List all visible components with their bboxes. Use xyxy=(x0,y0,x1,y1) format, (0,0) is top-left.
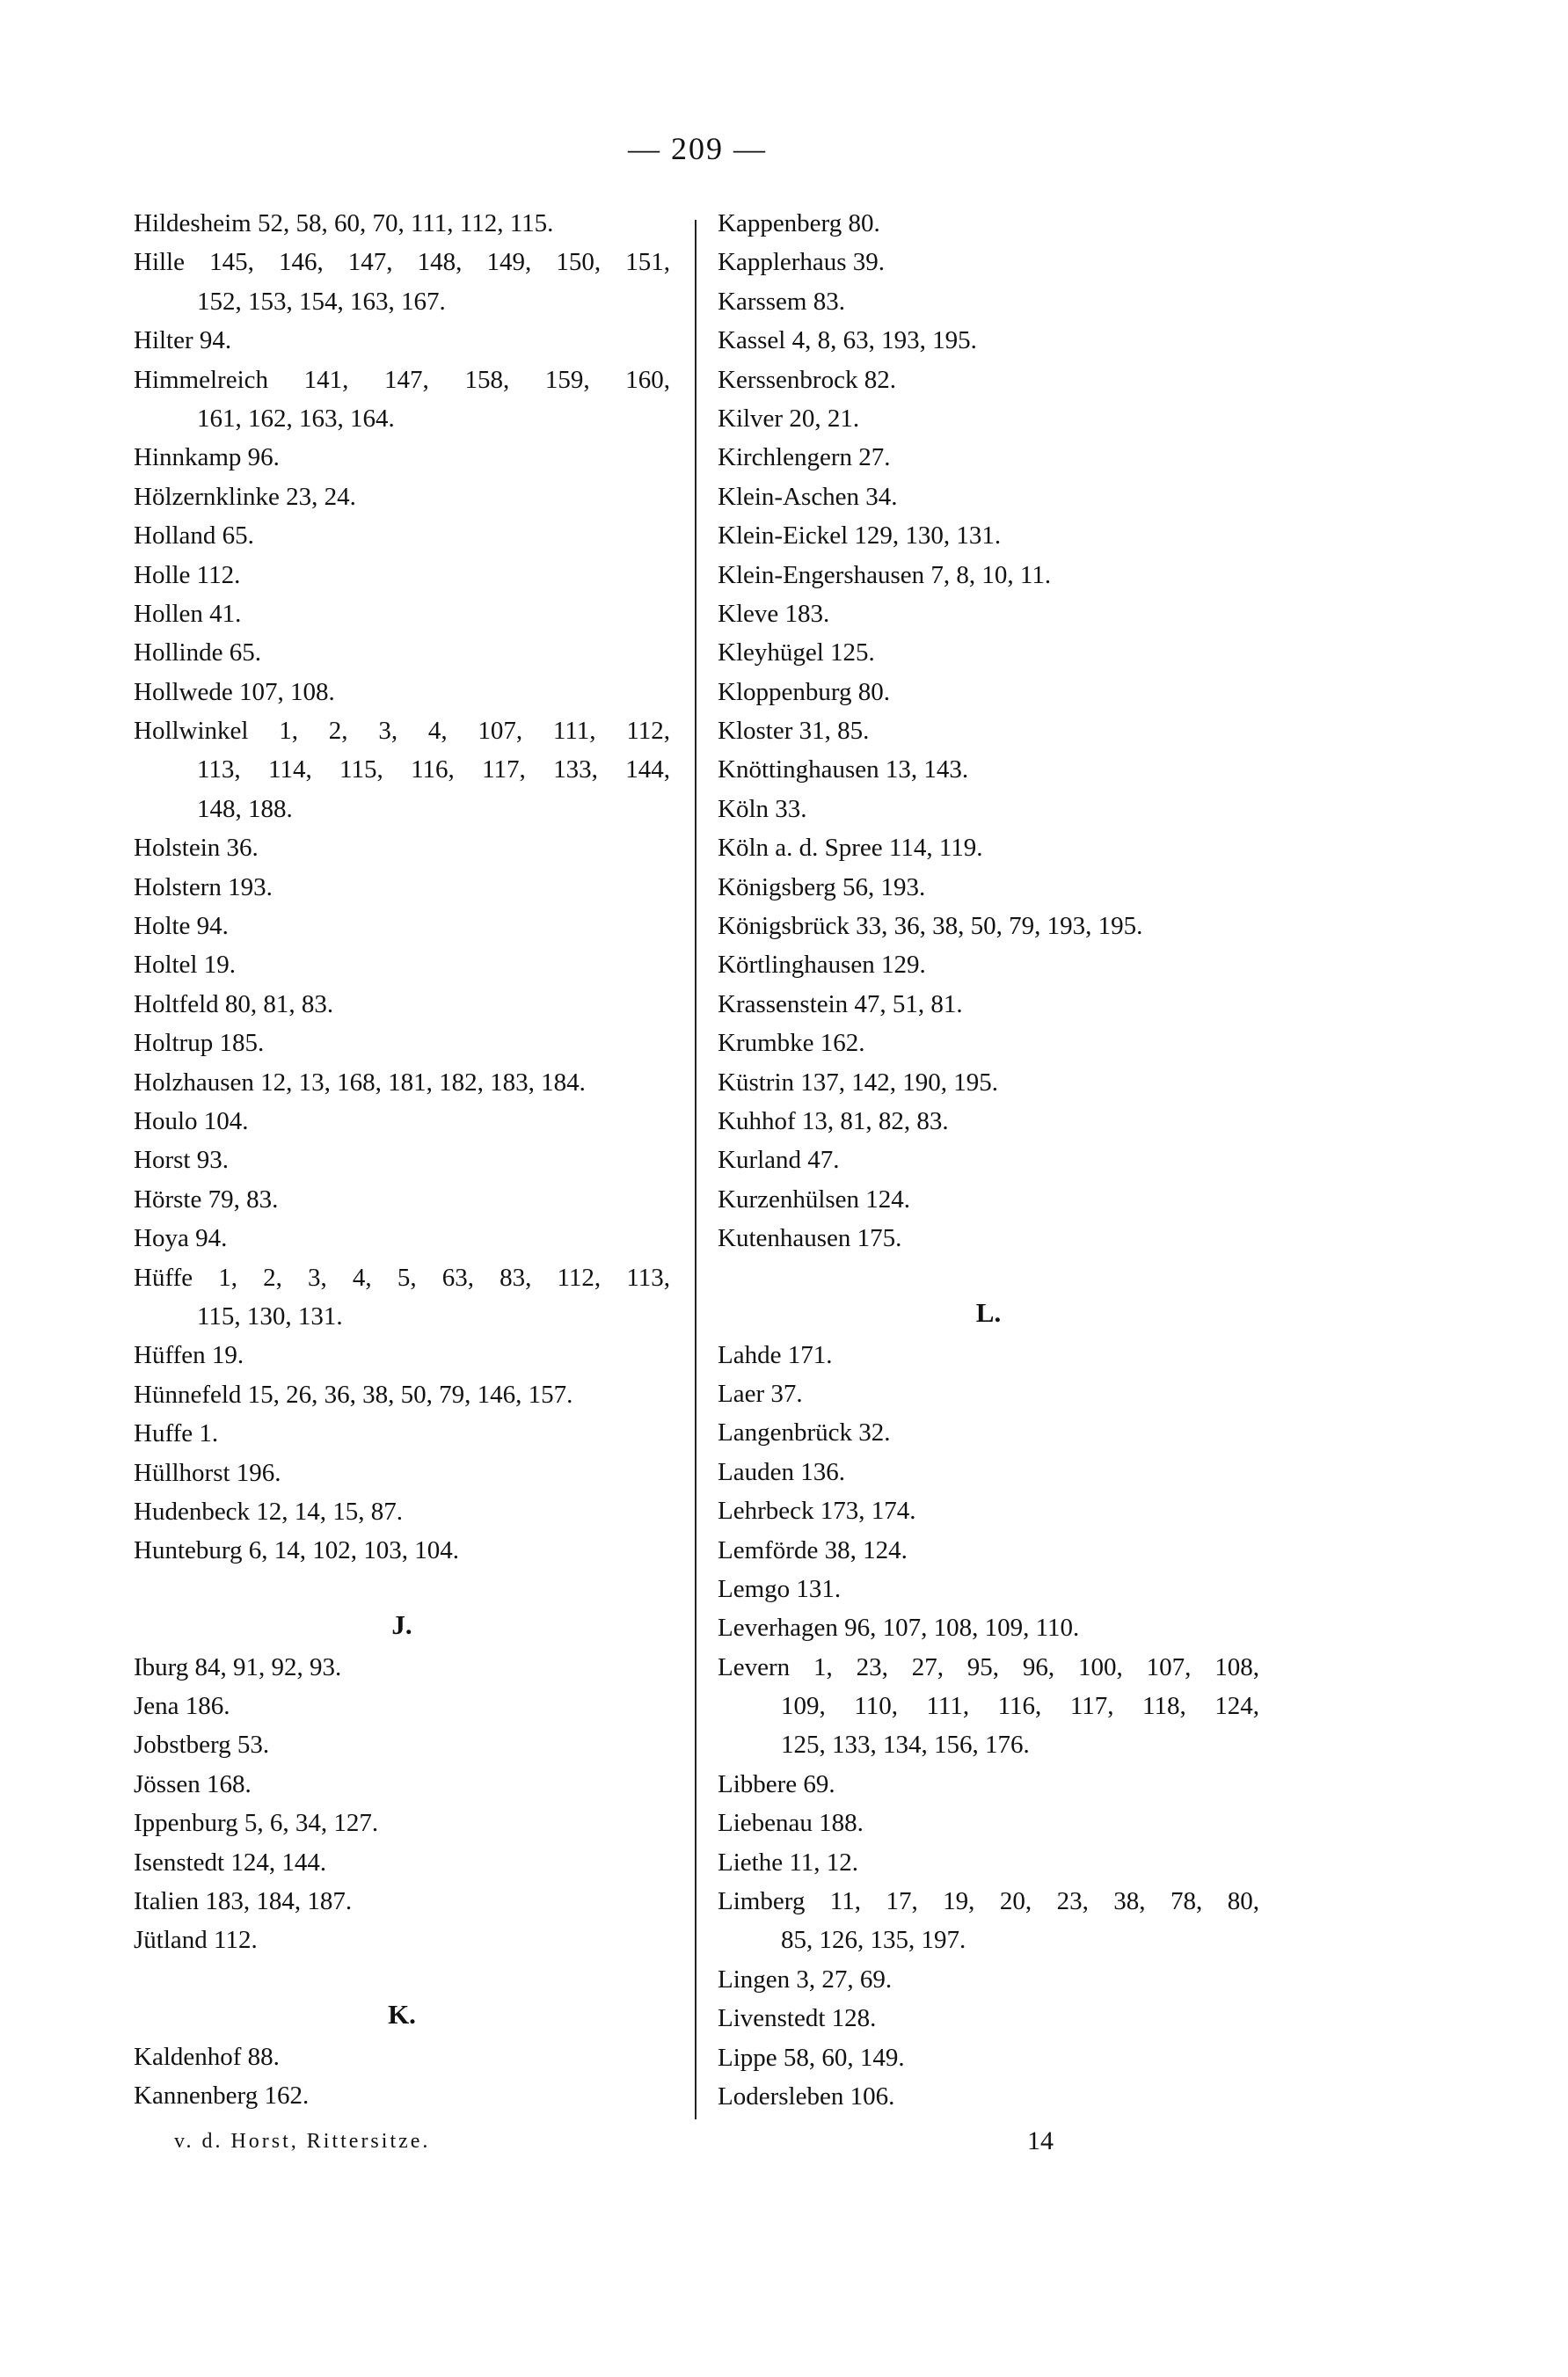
index-entry-line: Horst 93. xyxy=(134,1146,229,1175)
index-entry-line: Kloster 31, 85. xyxy=(718,717,870,746)
index-entry xyxy=(718,1374,1259,1413)
index-entry-line: Italien 183, 184, 187. xyxy=(134,1887,353,1916)
index-entry-line: Hille 145, 146, 147, 148, 149, 150, 151, xyxy=(134,248,670,277)
index-entry-line: Klein-Engershausen 7, 8, 10, 11. xyxy=(718,560,1052,589)
index-entry xyxy=(134,945,670,984)
index-entry-line: Kurzenhülsen 124. xyxy=(718,1185,911,1214)
index-entry-line: Karssem 83. xyxy=(718,287,845,316)
index-entry-line: Houlo 104. xyxy=(134,1106,249,1135)
index-entry-line: Levern 1, 23, 27, 95, 96, 100, 107, 108, xyxy=(718,1652,1259,1681)
index-entry xyxy=(134,1141,670,1179)
index-entry-line: Lingen 3, 27, 69. xyxy=(718,1965,893,1994)
index-entry xyxy=(134,438,670,477)
sheet-number: 14 xyxy=(1027,2126,1054,2155)
index-entry-line: Hörste 79, 83. xyxy=(134,1185,279,1214)
index-entry xyxy=(134,1454,670,1492)
index-entry xyxy=(134,1725,670,1764)
index-entry-line: Hollwede 107, 108. xyxy=(134,677,335,706)
index-entry-line: Liebenau 188. xyxy=(718,1809,864,1838)
index-entry-line: Liethe 11, 12. xyxy=(718,1848,858,1877)
index-entry xyxy=(718,1063,1259,1102)
index-entry xyxy=(134,1531,670,1570)
index-entry-line: Kleyhügel 125. xyxy=(718,638,875,667)
index-entry xyxy=(134,1921,670,1959)
index-entry xyxy=(134,556,670,594)
index-entry-line: Kirchlengern 27. xyxy=(718,443,891,472)
index-entry xyxy=(718,1570,1259,1608)
index-entry xyxy=(718,673,1259,711)
index-column-left xyxy=(134,204,670,2116)
index-entry-line: Lodersleben 106. xyxy=(718,2082,895,2111)
index-entry xyxy=(718,945,1259,984)
index-entry xyxy=(718,1608,1259,1647)
index-entry xyxy=(718,868,1259,907)
index-entry xyxy=(134,711,670,828)
footer-signature: v. d. Horst, Rittersitze. xyxy=(174,2130,431,2153)
index-entry-continuation: 152, 153, 154, 163, 167. xyxy=(197,287,446,316)
index-entry-line: Kleve 183. xyxy=(718,599,830,628)
index-entry-continuation: 113, 114, 115, 116, 117, 133, 144, xyxy=(197,755,670,784)
index-entry xyxy=(718,361,1259,399)
index-entry xyxy=(718,594,1259,633)
index-entry xyxy=(718,1491,1259,1530)
index-entry xyxy=(134,2076,670,2115)
index-entry xyxy=(718,556,1259,594)
index-entry-line: Jobstberg 53. xyxy=(134,1731,270,1760)
index-entry xyxy=(718,2077,1259,2116)
index-entry-line: Jössen 168. xyxy=(134,1769,252,1798)
index-entry xyxy=(134,1882,670,1921)
index-entry xyxy=(718,828,1259,867)
index-entry xyxy=(134,1804,670,1842)
index-entry-line: Holtfeld 80, 81, 83. xyxy=(134,989,334,1018)
index-entry-line: Kapplerhaus 39. xyxy=(718,248,886,277)
index-entry-line: Hüffen 19. xyxy=(134,1341,244,1370)
section-letter-heading: L. xyxy=(975,1296,1002,1328)
index-entry-line: Holstern 193. xyxy=(134,872,273,901)
index-entry xyxy=(134,1414,670,1453)
index-entry xyxy=(134,1375,670,1414)
index-entry-line: Livenstedt 128. xyxy=(718,2004,877,2033)
index-entry xyxy=(718,1024,1259,1062)
index-entry-continuation: 109, 110, 111, 116, 117, 118, 124, xyxy=(781,1692,1259,1721)
index-entry xyxy=(718,1648,1259,1765)
index-entry-line: Küstrin 137, 142, 190, 195. xyxy=(718,1068,998,1097)
index-entry-line: Hollwinkel 1, 2, 3, 4, 107, 111, 112, xyxy=(134,717,670,746)
index-entry xyxy=(718,711,1259,750)
index-entry-line: Jena 186. xyxy=(134,1692,230,1721)
index-entry-line: Körtlinghausen 129. xyxy=(718,951,926,980)
index-entry xyxy=(134,907,670,945)
index-entry xyxy=(718,1960,1259,1999)
index-entry xyxy=(718,1765,1259,1804)
index-entry xyxy=(134,1063,670,1102)
index-entry-line: Kerssenbrock 82. xyxy=(718,365,896,394)
index-entry xyxy=(134,594,670,633)
section-letter-heading: J. xyxy=(391,1608,412,1640)
index-entry xyxy=(718,1804,1259,1842)
index-entry-line: Hoya 94. xyxy=(134,1224,228,1253)
index-entry xyxy=(134,828,670,867)
index-entry-line: Königsbrück 33, 36, 38, 50, 79, 193, 195. xyxy=(718,912,1143,941)
index-entry xyxy=(134,1336,670,1374)
index-entry xyxy=(718,1531,1259,1570)
index-entry xyxy=(718,1413,1259,1452)
index-entry xyxy=(718,1999,1259,2038)
index-entry xyxy=(134,985,670,1024)
index-entry-line: Hüffe 1, 2, 3, 4, 5, 63, 83, 112, 113, xyxy=(134,1263,670,1292)
index-entry-line: Lehrbeck 173, 174. xyxy=(718,1497,916,1526)
index-entry-line: Langenbrück 32. xyxy=(718,1418,891,1447)
index-entry xyxy=(134,243,670,321)
index-entry-line: Holte 94. xyxy=(134,912,229,941)
index-entry xyxy=(718,243,1259,281)
index-entry xyxy=(134,204,670,243)
index-entry-line: Leverhagen 96, 107, 108, 109, 110. xyxy=(718,1614,1080,1643)
index-entry xyxy=(718,282,1259,321)
index-entry-continuation: 115, 130, 131. xyxy=(197,1302,343,1331)
index-entry-line: Limberg 11, 17, 19, 20, 23, 38, 78, 80, xyxy=(718,1887,1259,1916)
index-entry-line: Himmelreich 141, 147, 158, 159, 160, xyxy=(134,365,670,394)
index-entry xyxy=(718,399,1259,438)
index-entry-line: Holle 112. xyxy=(134,560,241,589)
index-entry xyxy=(134,1180,670,1219)
index-entry-line: Holzhausen 12, 13, 168, 181, 182, 183, 184. xyxy=(134,1068,586,1097)
index-entry xyxy=(718,1453,1259,1491)
index-entry xyxy=(718,985,1259,1024)
index-entry-line: Hüllhorst 196. xyxy=(134,1458,281,1487)
index-entry-continuation: 148, 188. xyxy=(197,794,293,823)
index-entry-line: Klein-Eickel 129, 130, 131. xyxy=(718,521,1002,551)
index-entry-line: Hinnkamp 96. xyxy=(134,443,280,472)
index-entry-line: Kurland 47. xyxy=(718,1146,840,1175)
index-entry-line: Laer 37. xyxy=(718,1379,803,1408)
index-entry-line: Klein-Aschen 34. xyxy=(718,482,898,511)
index-entry xyxy=(134,673,670,711)
page-number: — 209 — xyxy=(628,131,767,166)
index-entry-line: Libbere 69. xyxy=(718,1769,835,1798)
index-entry-line: Holstein 36. xyxy=(134,834,259,863)
index-entry xyxy=(718,1882,1259,1960)
index-entry xyxy=(718,1843,1259,1882)
index-entry-line: Hölzernklinke 23, 24. xyxy=(134,482,356,511)
index-entry-line: Lauden 136. xyxy=(718,1457,845,1486)
index-entry-line: Köln a. d. Spree 114, 119. xyxy=(718,834,983,863)
index-entry-line: Hildesheim 52, 58, 60, 70, 111, 112, 115. xyxy=(134,209,554,237)
index-entry xyxy=(134,1648,670,1687)
index-entry xyxy=(134,1258,670,1337)
index-entry xyxy=(718,1102,1259,1141)
index-entry-line: Kaldenhof 88. xyxy=(134,2042,280,2071)
index-entry-line: Krumbke 162. xyxy=(718,1029,865,1058)
index-entry-line: Holtrup 185. xyxy=(134,1029,265,1058)
index-entry xyxy=(134,868,670,907)
index-entry xyxy=(134,1843,670,1882)
index-entry-line: Lahde 171. xyxy=(718,1340,833,1369)
index-entry-line: Königsberg 56, 193. xyxy=(718,872,926,901)
index-entry-line: Kappenberg 80. xyxy=(718,209,880,237)
index-entry-continuation: 125, 133, 134, 156, 176. xyxy=(781,1731,1030,1760)
index-entry-line: Kannenberg 162. xyxy=(134,2082,310,2111)
index-entry-line: Hollinde 65. xyxy=(134,638,261,667)
index-entry-line: Iburg 84, 91, 92, 93. xyxy=(134,1652,342,1681)
index-entry xyxy=(718,1219,1259,1258)
index-entry xyxy=(718,1180,1259,1219)
index-entry xyxy=(134,1492,670,1531)
index-entry xyxy=(718,633,1259,672)
index-entry-line: Hollen 41. xyxy=(134,599,242,628)
index-entry-line: Kilver 20, 21. xyxy=(718,404,860,433)
index-entry xyxy=(718,321,1259,360)
index-entry xyxy=(134,1102,670,1141)
index-entry xyxy=(134,1219,670,1258)
index-entry-line: Huffe 1. xyxy=(134,1419,219,1448)
index-entry xyxy=(134,2038,670,2076)
index-entry xyxy=(718,516,1259,555)
index-entry-line: Lemgo 131. xyxy=(718,1574,842,1603)
index-entry-line: Kassel 4, 8, 63, 193, 195. xyxy=(718,326,977,355)
index-column-right xyxy=(718,204,1259,2116)
section-letter-heading: K. xyxy=(388,1998,416,2030)
index-entry xyxy=(718,204,1259,243)
index-entry-line: Krassenstein 47, 51, 81. xyxy=(718,989,963,1018)
index-entry-line: Jütland 112. xyxy=(134,1926,258,1955)
index-entry-line: Lippe 58, 60, 149. xyxy=(718,2043,905,2072)
index-entry-line: Kuhhof 13, 81, 82, 83. xyxy=(718,1106,949,1135)
index-entry-line: Knöttinghausen 13, 143. xyxy=(718,755,969,784)
index-entry-line: Hünnefeld 15, 26, 36, 38, 50, 79, 146, 157. xyxy=(134,1380,573,1409)
index-entry-line: Holland 65. xyxy=(134,521,254,551)
index-entry xyxy=(718,478,1259,516)
index-entry xyxy=(718,750,1259,789)
index-entry xyxy=(718,438,1259,477)
index-entry xyxy=(134,1687,670,1725)
index-entry-line: Kutenhausen 175. xyxy=(718,1224,902,1253)
index-entry-line: Hudenbeck 12, 14, 15, 87. xyxy=(134,1497,404,1526)
index-entry xyxy=(134,361,670,439)
index-entry xyxy=(134,516,670,555)
index-entry xyxy=(718,790,1259,828)
index-entry xyxy=(718,1336,1259,1374)
index-entry-line: Kloppenburg 80. xyxy=(718,677,891,706)
index-entry xyxy=(718,907,1259,945)
index-entry-continuation: 85, 126, 135, 197. xyxy=(781,1926,966,1955)
index-entry xyxy=(134,478,670,516)
index-entry-line: Holtel 19. xyxy=(134,951,236,980)
index-entry-line: Köln 33. xyxy=(718,794,807,823)
index-entry-line: Isenstedt 124, 144. xyxy=(134,1848,327,1877)
index-entry-line: Hilter 94. xyxy=(134,326,232,355)
index-entry xyxy=(134,321,670,360)
index-entry-line: Lemförde 38, 124. xyxy=(718,1535,908,1564)
index-entry xyxy=(134,633,670,672)
column-divider xyxy=(695,220,696,2119)
index-entry xyxy=(718,2038,1259,2077)
index-entry xyxy=(718,1141,1259,1179)
index-entry-line: Hunteburg 6, 14, 102, 103, 104. xyxy=(134,1536,460,1565)
index-entry-continuation: 161, 162, 163, 164. xyxy=(197,404,395,433)
index-entry-line: Ippenburg 5, 6, 34, 127. xyxy=(134,1809,379,1838)
index-entry xyxy=(134,1765,670,1804)
index-entry xyxy=(134,1024,670,1062)
